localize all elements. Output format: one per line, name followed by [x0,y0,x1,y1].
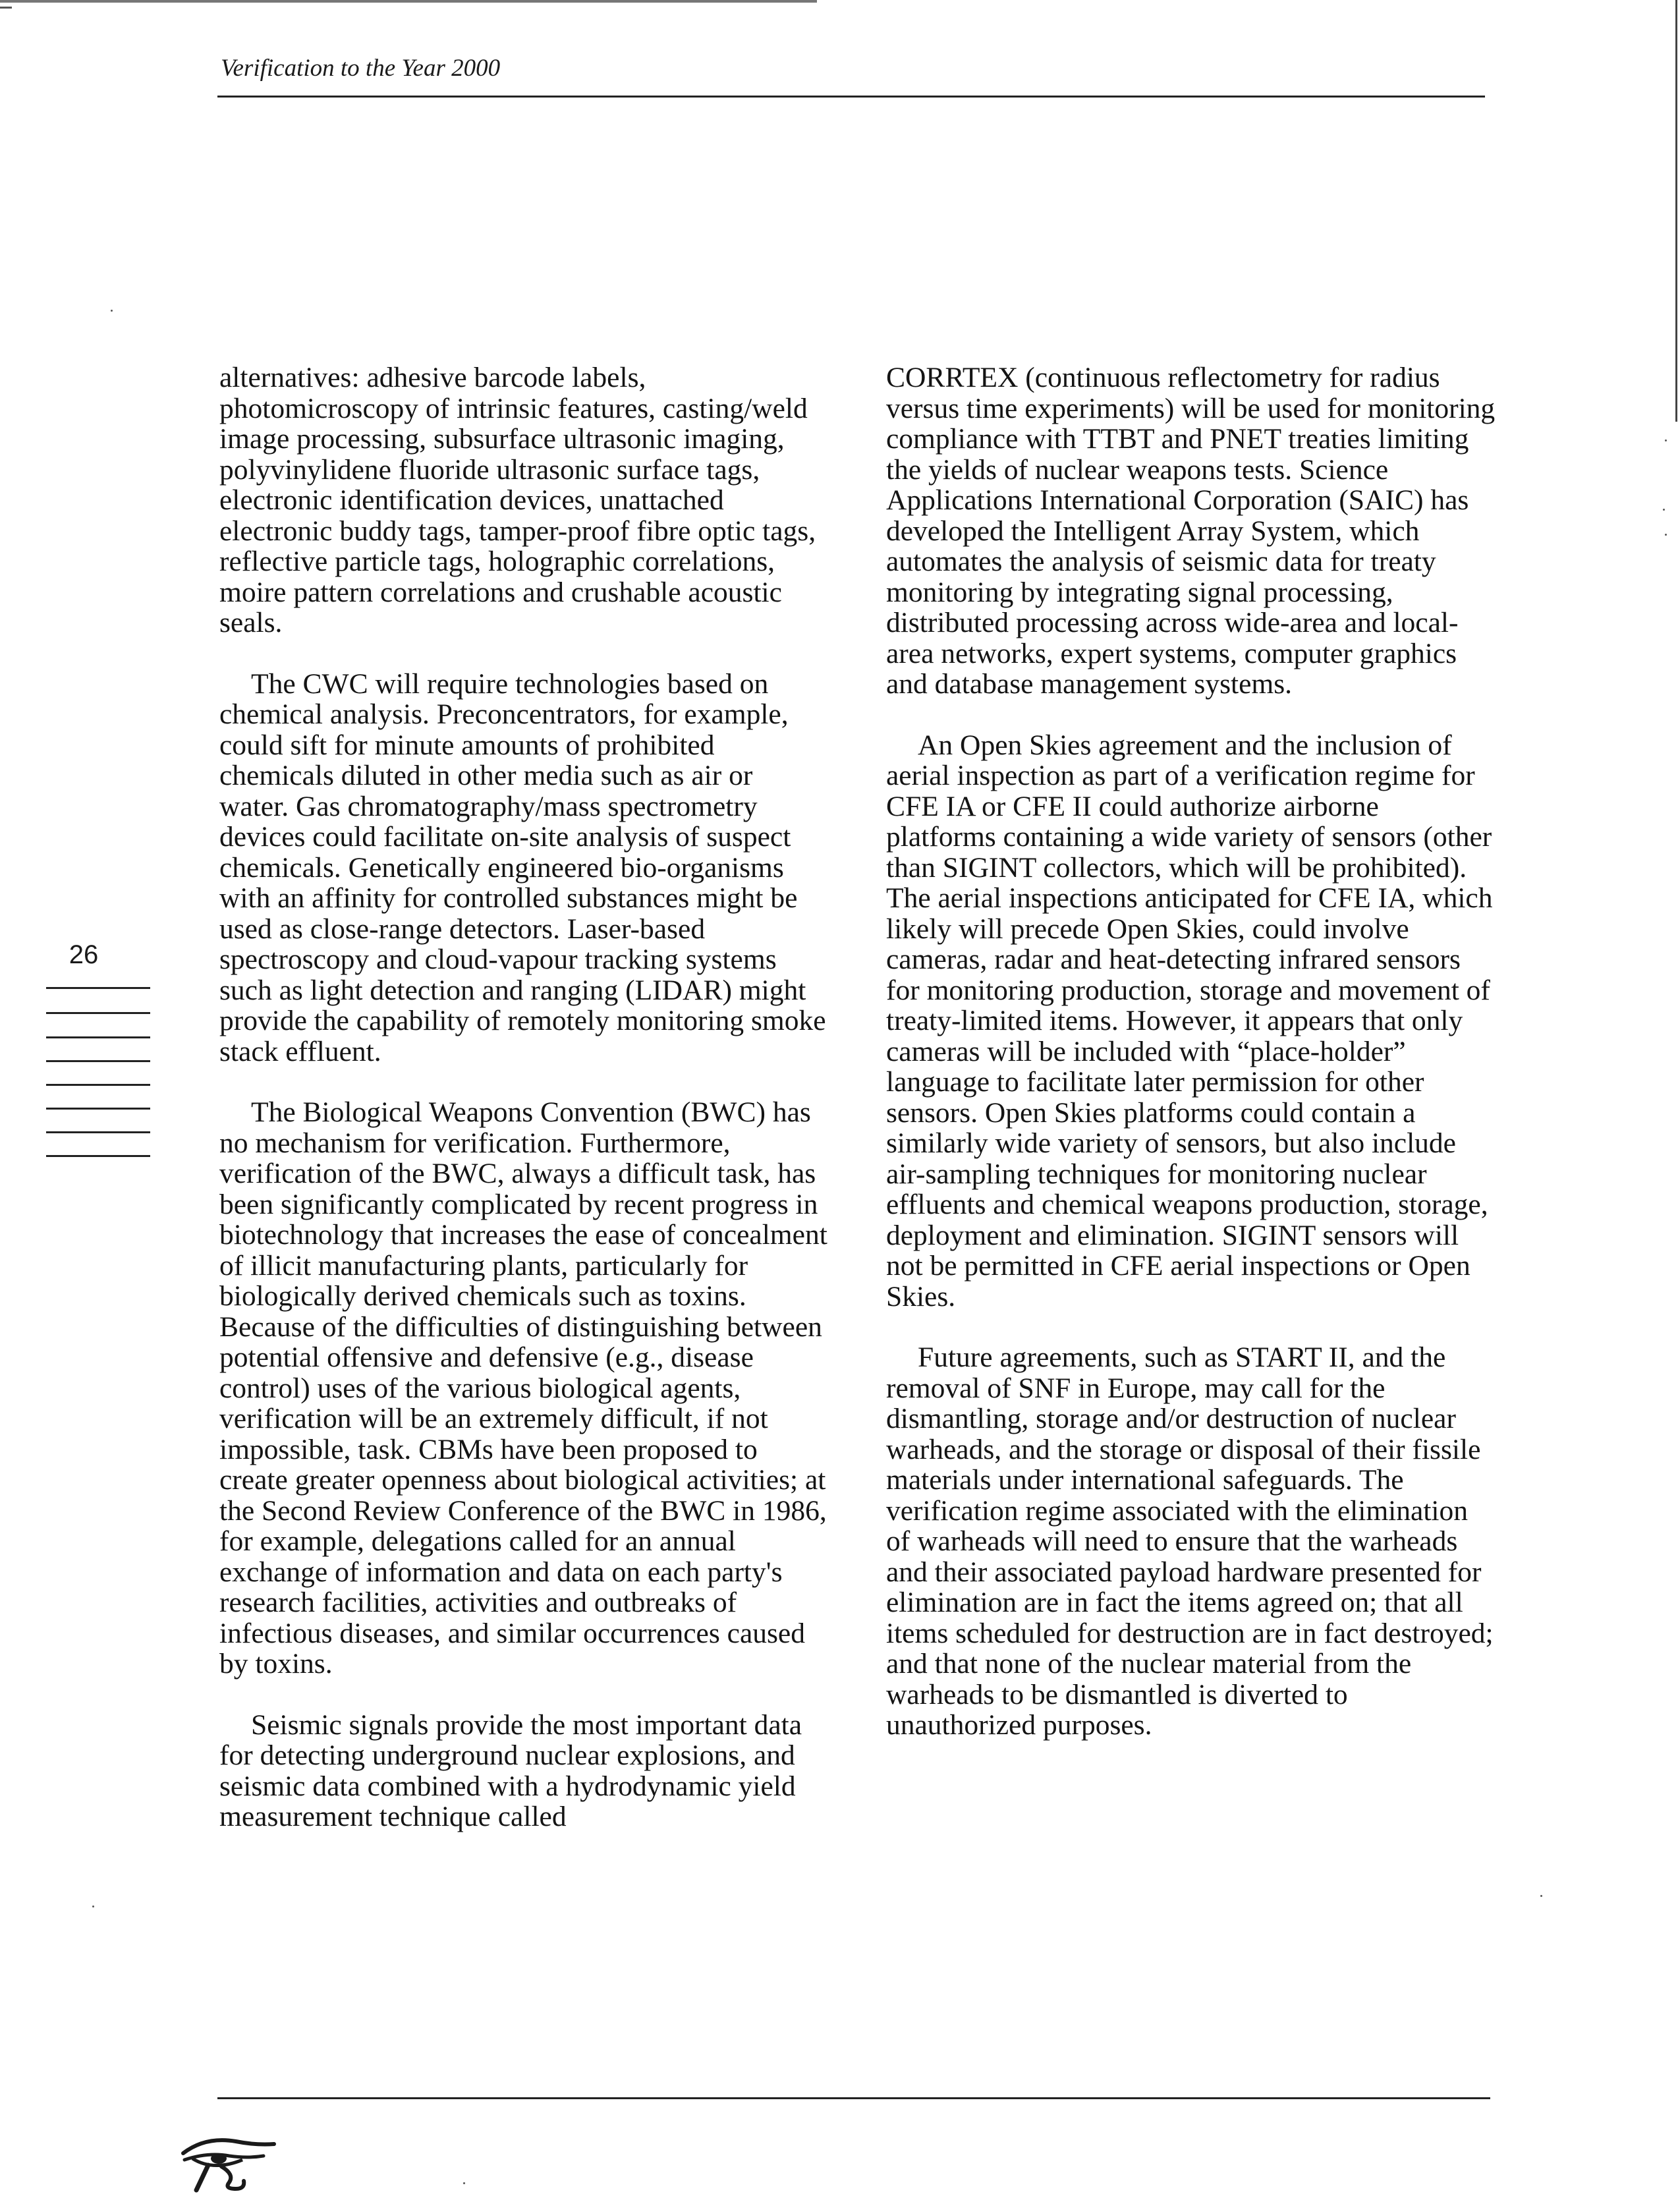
margin-rule [46,1060,150,1062]
scan-speck [1665,534,1667,536]
top-edge-rule [0,0,817,3]
paragraph: The Biological Weapons Convention (BWC) has no mechanism for verification. Furthermore, verification of the BWC, always a difficult task, has been significantly complicated by recent progress in biotechnology that increases the ease of concealment of illicit manufacturing plants, particularly for biologically derived chemicals such as toxins. Because of the difficulties of distinguishing between potential offensive and defensive (e.g., disease control) uses of the various biological agents, verification will be an extremely difficult, if not impossible, task. CBMs have been proposed to create greater openness about biological activities; at the Second Review Conference of the BWC in 1986, for example, delegations called for an annual exchange of information and data on each party's research facilities, activities and outbreaks of infectious diseases, and similar occurrences caused by toxins. [219,1096,827,1680]
footer-rule [217,2097,1490,2099]
paragraph: CORRTEX (continuous reflectometry for radius versus time experiments) will be used for monitoring compliance with TTBT and PNET treaties limiting the yields of nuclear weapons tests. Science Applications International Corporation (SAIC) has developed the Intelligent Array System, which automates the analysis of seismic data for treaty monitoring by integrating signal processing, distributed processing across wide-area and local-area networks, expert systems, computer graphics and database management systems. [886,362,1496,700]
margin-rule [46,1084,150,1086]
page-number: 26 [69,940,99,969]
margin-rule [46,1108,150,1110]
scan-speck [92,1906,94,1907]
paragraph: Seismic signals provide the most important data for detecting underground nuclear explosions, and seismic data combined with a hydrodynamic yield measurement technique called [219,1708,802,1832]
margin-rule [46,1012,150,1014]
running-header-title: Verification to the Year 2000 [221,55,501,82]
header-rule [217,96,1485,98]
scan-speck [1540,1895,1542,1897]
margin-rule [46,987,150,989]
scan-speck [1665,439,1667,441]
paragraph: Future agreements, such as START II, and the removal of SNF in Europe, may call for the dismantling, storage and/or destruction of nuclear warheads, and the storage or disposal of their fissile materials under international safeguards. The verification regime associated with the elimination of warheads will need to ensure that the warheads and their associated payload hardware presented for elimination are in fact the items agreed on; that all items scheduled for destruction are in fact destroyed; and that none of the nuclear material from the warheads to be dismantled is diverted to unauthorized purposes. [886,1341,1494,1741]
margin-rule [46,1155,150,1157]
paragraph: The CWC will require technologies based on chemical analysis. Preconcentrators, for example, could sift for minute amounts of prohibited chemicals diluted in other media such as air or water. Gas chromatography/mass spectrometry devices could facilitate on-site analysis of suspect chemicals. Genetically engineered bio-organisms with an affinity for controlled substances might be used as close-range detectors. Laser-based spectroscopy and cloud-vapour tracking systems such as light detection and ranging (LIDAR) might provide the capability of remotely monitoring smoke stack effluent. [219,667,826,1067]
left-text-column [219,362,829,1863]
margin-rule [46,1036,150,1038]
paragraph: alternatives: adhesive barcode labels, photomicroscopy of intrinsic features, casting/weld image processing, subsurface ultrasonic imaging, polyvinylidene fluoride ultrasonic surface tags, electronic identification devices, unattached electronic buddy tags, tamper-proof fibre optic tags, reflective particle tags, holographic correlations, moire pattern correlations and crushable acoustic seals. [219,362,816,638]
scan-speck [1663,509,1665,511]
right-text-column [886,362,1496,1771]
scan-speck [463,2182,465,2184]
eye-of-horus-icon [179,2133,278,2196]
paragraph: An Open Skies agreement and the inclusion of aerial inspection as part of a verification regime for CFE IA or CFE II could authorize airborne platforms containing a wide variety of sensors (other than SIGINT collectors, which will be prohibited). The aerial inspections anticipated for CFE IA, which likely will precede Open Skies, could involve cameras, radar and heat-detecting infrared sensors for monitoring production, storage and movement of treaty-limited items. However, it appears that only cameras will be included with “place-holder” language to facilitate later permission for other sensors. Open Skies platforms could contain a similarly wide variety of sensors, but also include air-sampling techniques for monitoring nuclear effluents and chemical weapons production, storage, deployment and elimination. SIGINT sensors will not be permitted in CFE aerial inspections or Open Skies. [886,729,1493,1313]
scan-speck [111,310,113,312]
top-edge-tick [0,7,12,9]
margin-rule [46,1131,150,1133]
right-edge-rule [1675,0,1677,422]
